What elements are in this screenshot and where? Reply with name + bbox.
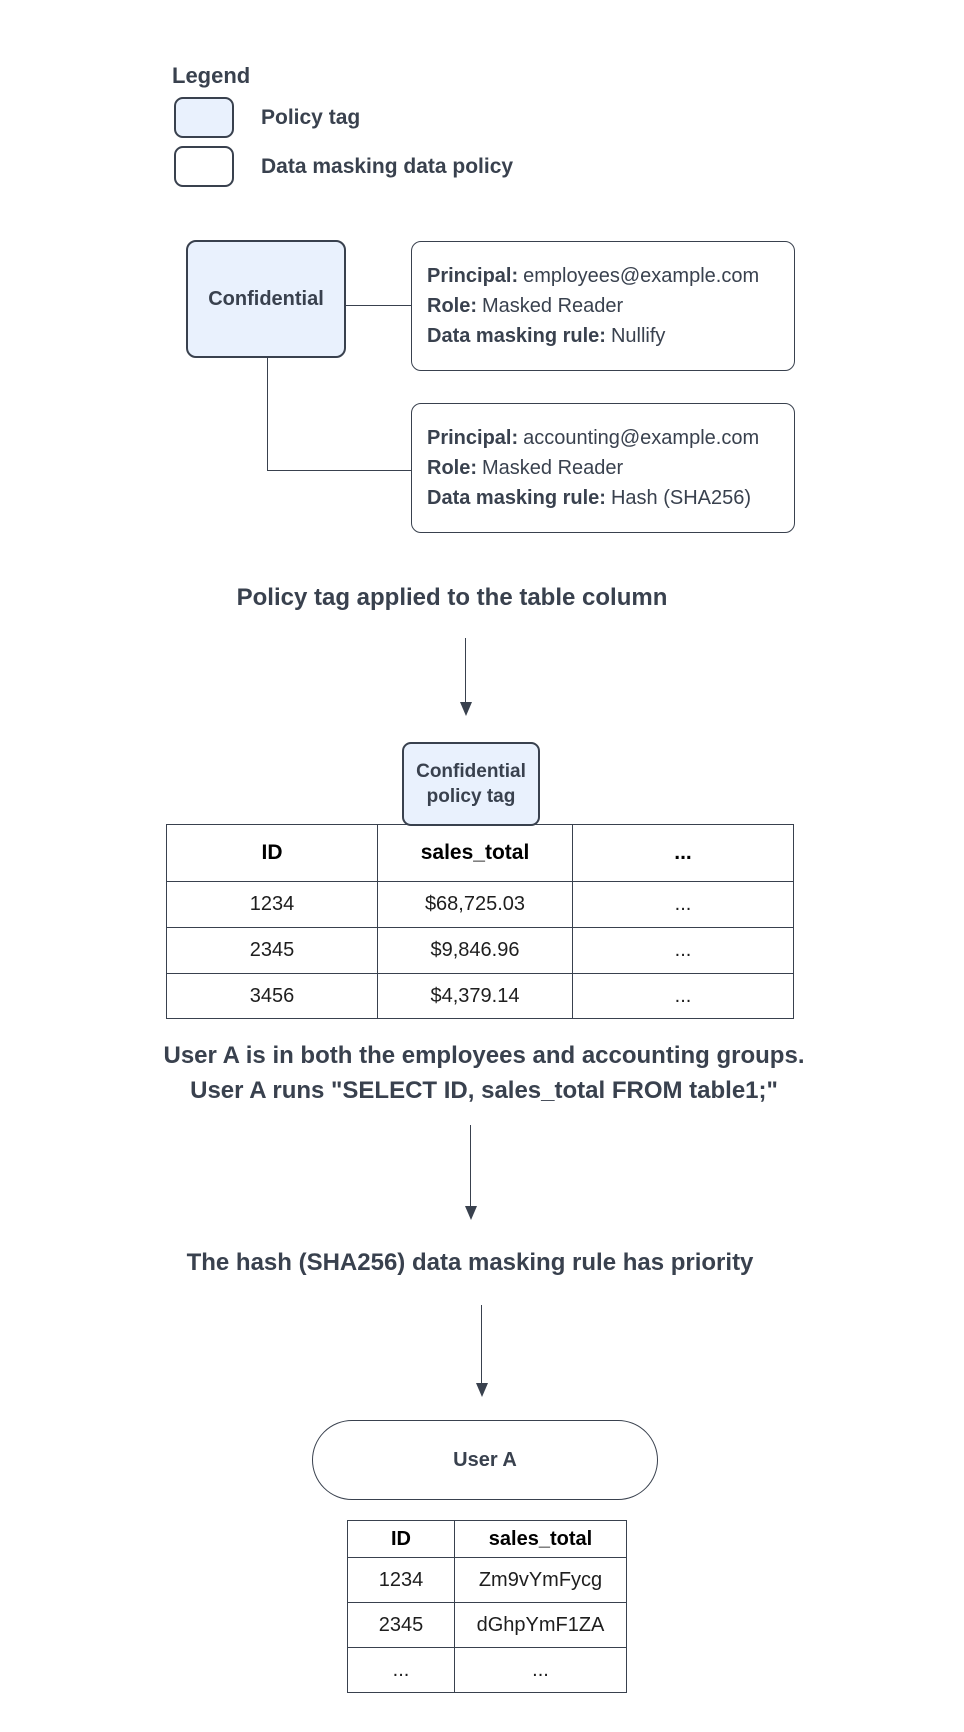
policy-tag-node-confidential: [186, 240, 346, 358]
cell-ellipsis: ...: [573, 974, 794, 1019]
connector-confidential-to-policy2: [267, 470, 411, 471]
role-label: Role:: [427, 295, 477, 317]
rule-label: Data masking rule:: [427, 325, 606, 347]
table-row: [348, 1648, 627, 1693]
rule-value: Hash (SHA256): [610, 487, 752, 509]
data-policy-box-accounting: [411, 403, 795, 533]
user-a-label: User A: [453, 1448, 517, 1471]
cell-id: 1234: [167, 882, 378, 928]
policy-line-principal: [427, 261, 794, 291]
policy-line-role: [427, 453, 794, 483]
legend-item-data-masking-policy: [174, 146, 513, 187]
policy-tag-node-label: Confidential: [208, 287, 324, 310]
connector-confidential-to-policy1: [346, 305, 411, 306]
legend-item-label: Data masking data policy: [261, 154, 514, 178]
source-col-header-id: ID: [167, 825, 378, 882]
cell-hashed-value: Zm9vYmFycg: [455, 1558, 627, 1603]
cell-id: 2345: [167, 928, 378, 974]
cell-sales-total: $68,725.03: [378, 882, 573, 928]
arrow-shaft: [470, 1125, 472, 1206]
arrow-shaft: [481, 1305, 483, 1383]
cell-ellipsis: ...: [573, 882, 794, 928]
table-row: [348, 1558, 627, 1603]
cell-ellipsis: ...: [573, 928, 794, 974]
arrow-head-icon: [460, 702, 472, 716]
cell-sales-total: $4,379.14: [378, 974, 573, 1019]
table-row: [167, 974, 794, 1019]
policy-line-role: [427, 291, 794, 321]
column-tag-line1: Confidential: [416, 761, 526, 782]
cell-hashed-value: ...: [455, 1648, 627, 1693]
role-value: Masked Reader: [482, 457, 624, 479]
policy-line-rule: [427, 483, 794, 513]
principal-value: employees@example.com: [523, 265, 760, 287]
connector-confidential-down: [267, 358, 268, 471]
heading-hash-rule-priority: The hash (SHA256) data masking rule has priority: [186, 1249, 754, 1276]
result-table-header-row: [348, 1521, 627, 1558]
cell-hashed-value: dGhpYmF1ZA: [455, 1603, 627, 1648]
arrow-head-icon: [476, 1383, 488, 1397]
cell-id: 1234: [348, 1558, 455, 1603]
source-table-header-row: [167, 825, 794, 882]
table-row: [167, 882, 794, 928]
legend-item-policy-tag: [174, 97, 360, 138]
arrow-head-icon: [465, 1206, 477, 1220]
rule-label: Data masking rule:: [427, 487, 606, 509]
heading-line2: User A runs "SELECT ID, sales_total FROM table1;": [190, 1077, 778, 1104]
source-table: [166, 824, 794, 1019]
principal-value: accounting@example.com: [523, 427, 760, 449]
result-table: [347, 1520, 627, 1693]
heading-user-a-groups: [4, 1038, 964, 1108]
flow-arrow-down-2: [464, 1125, 477, 1220]
principal-label: Principal:: [427, 265, 519, 287]
column-tag-line2: policy tag: [426, 786, 516, 807]
cell-id: 2345: [348, 1603, 455, 1648]
cell-id: ...: [348, 1648, 455, 1693]
source-col-header-sales-total: sales_total: [378, 825, 573, 882]
flow-arrow-down-3: [475, 1305, 488, 1397]
result-col-header-sales-total: sales_total: [455, 1521, 627, 1558]
policy-tag-swatch: [174, 97, 234, 138]
data-masking-policy-swatch: [174, 146, 234, 187]
flow-arrow-down-1: [459, 638, 472, 716]
user-a-node: [312, 1420, 658, 1500]
role-label: Role:: [427, 457, 477, 479]
legend-item-label: Policy tag: [261, 105, 361, 129]
policy-line-rule: [427, 321, 794, 351]
rule-value: Nullify: [610, 325, 666, 347]
table-row: [348, 1603, 627, 1648]
table-row: [167, 928, 794, 974]
legend-title: Legend: [172, 63, 251, 88]
heading-line1: User A is in both the employees and accounting groups.: [163, 1042, 805, 1069]
heading-policy-tag-applied: Policy tag applied to the table column: [236, 584, 668, 611]
column-tag-confidential: [402, 742, 540, 826]
data-policy-box-employees: [411, 241, 795, 371]
arrow-shaft: [465, 638, 467, 702]
role-value: Masked Reader: [482, 295, 624, 317]
policy-line-principal: [427, 423, 794, 453]
source-col-header-ellipsis: ...: [573, 825, 794, 882]
result-col-header-id: ID: [348, 1521, 455, 1558]
cell-sales-total: $9,846.96: [378, 928, 573, 974]
cell-id: 3456: [167, 974, 378, 1019]
principal-label: Principal:: [427, 427, 519, 449]
